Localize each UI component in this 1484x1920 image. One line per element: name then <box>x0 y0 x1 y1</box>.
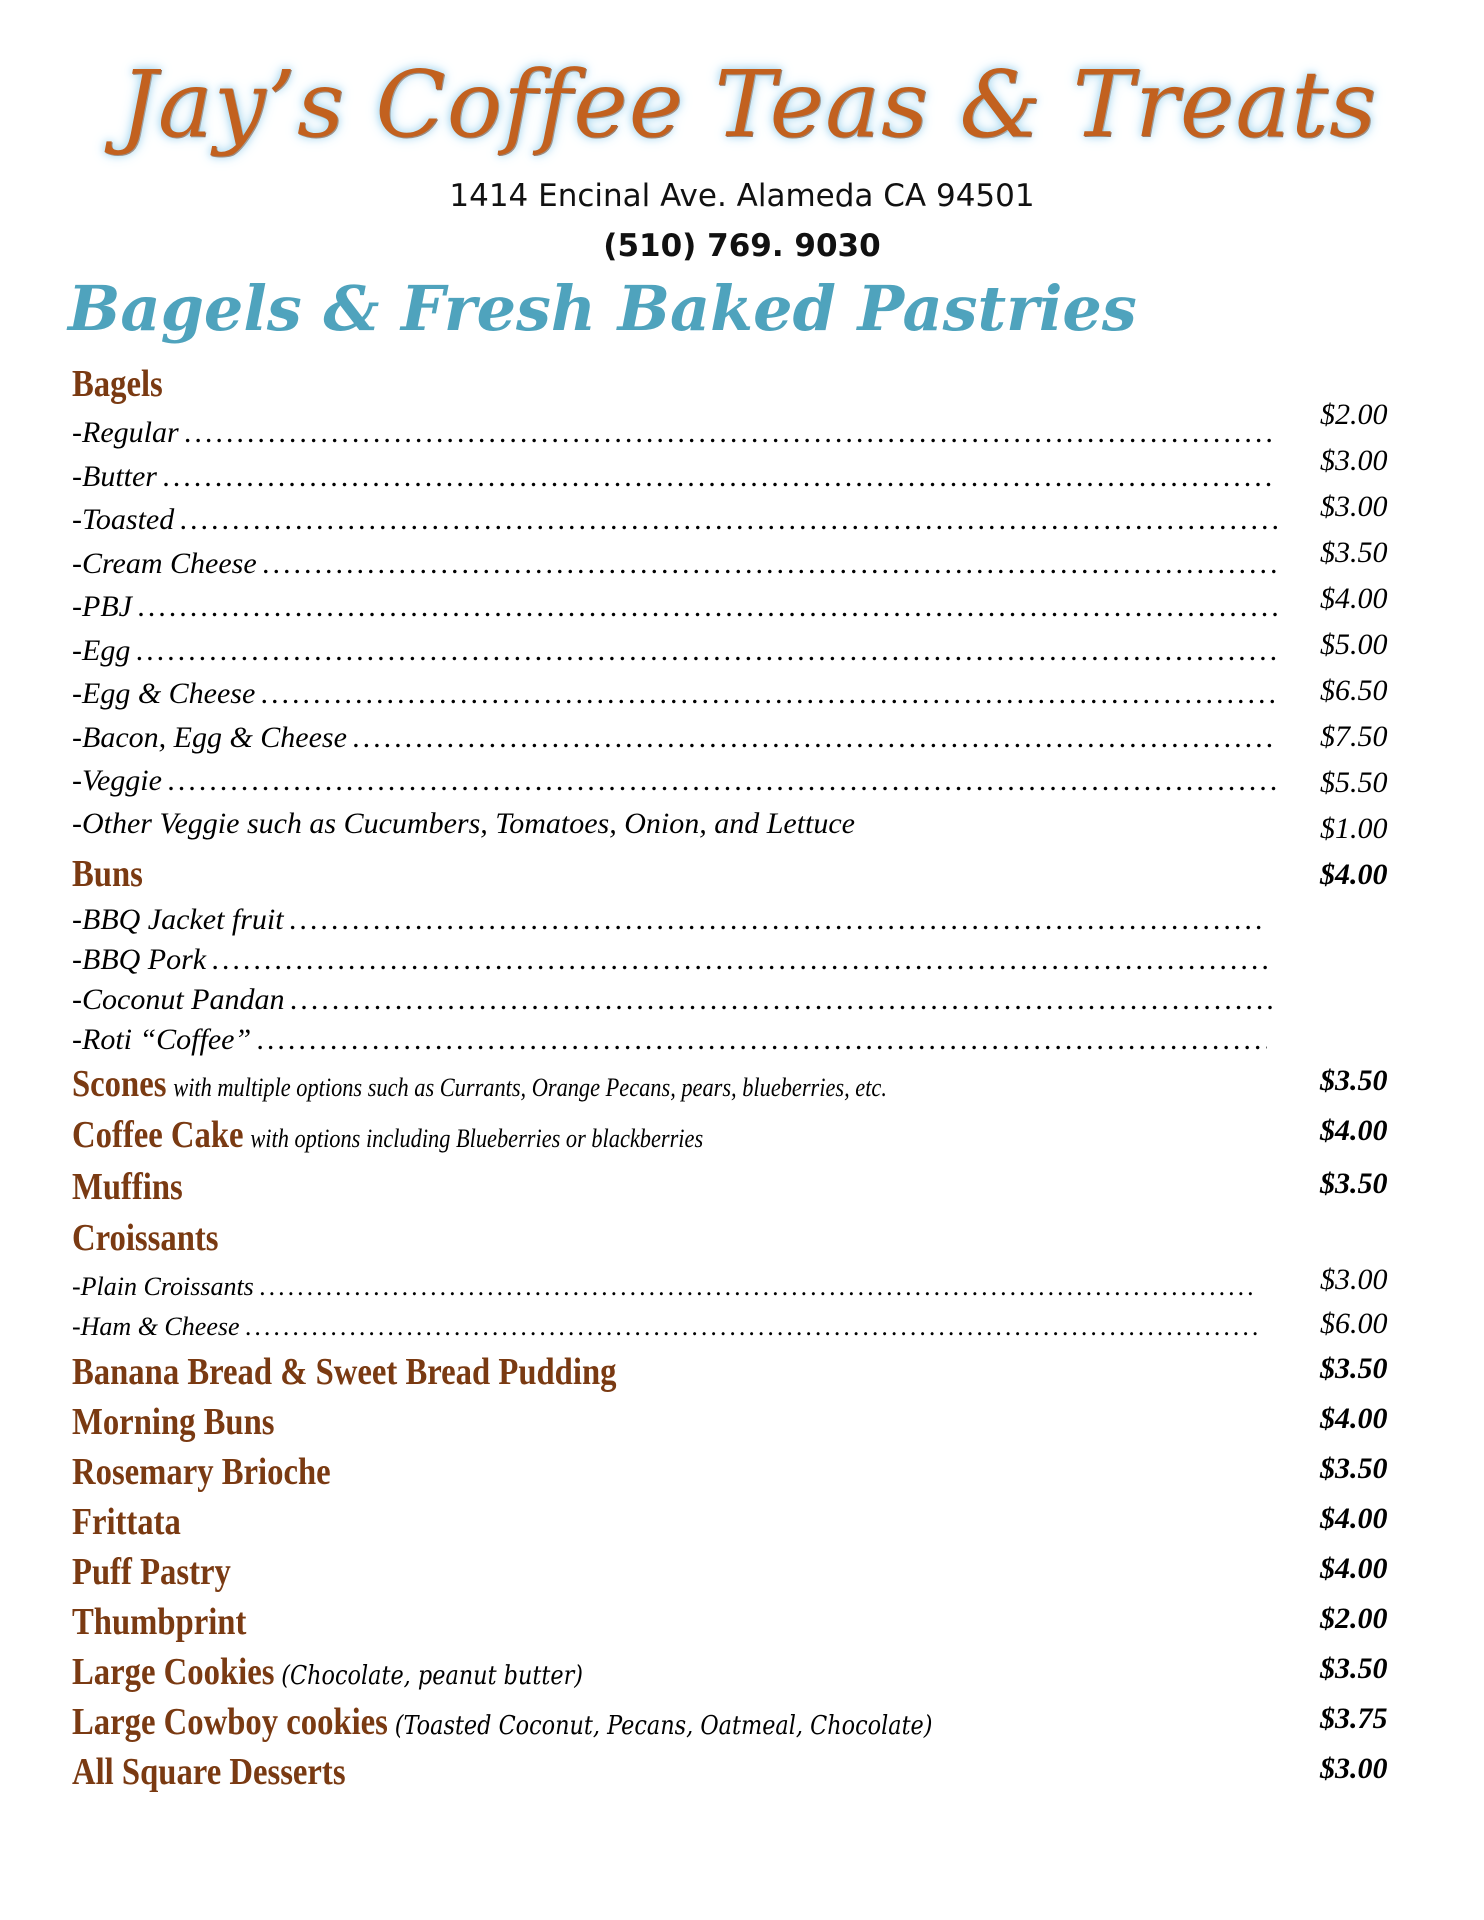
section-title: Bagels & Fresh Baked Pastries <box>68 272 1137 345</box>
dot-leader <box>263 547 1277 581</box>
dot-leader <box>136 634 1277 668</box>
category-name: Thumbprint <box>72 1601 247 1643</box>
category-scones <box>72 1062 887 1106</box>
item-name: -Ham & Cheese <box>72 1312 240 1341</box>
item-name: -Bacon, Egg & Cheese <box>72 721 347 754</box>
menu-item <box>72 983 1272 1017</box>
item-price: $3.00 <box>1320 490 1388 523</box>
menu-item <box>72 460 1277 494</box>
menu-item <box>72 416 1277 450</box>
dot-leader <box>163 460 1277 494</box>
menu-item <box>72 634 1277 668</box>
item-price: $3.00 <box>1320 1752 1388 1785</box>
item-price: $2.00 <box>1320 398 1388 431</box>
category-note: (Chocolate, peanut butter) <box>281 1661 584 1691</box>
menu-item <box>72 547 1277 581</box>
category-croissants: Croissants <box>72 1217 219 1259</box>
category-thumbprint <box>72 1600 246 1644</box>
dot-leader <box>261 677 1277 711</box>
item-name: -Toasted <box>72 503 175 536</box>
item-price: $4.00 <box>1320 582 1388 615</box>
menu-item <box>72 1310 1257 1344</box>
item-price: $6.00 <box>1320 1307 1388 1340</box>
item-price: $3.75 <box>1320 1702 1388 1735</box>
menu-item <box>72 590 1277 624</box>
item-price: $4.00 <box>1320 1552 1388 1585</box>
category-name: Frittata <box>72 1501 181 1543</box>
dot-leader <box>260 1270 1257 1304</box>
item-name: -Regular <box>72 416 179 449</box>
category-puff-pastry <box>72 1550 231 1594</box>
category-rosemary-brioche <box>72 1450 331 1494</box>
category-muffins: Muffins <box>72 1166 183 1208</box>
item-price: $6.50 <box>1320 674 1388 707</box>
item-price: $4.00 <box>1320 1502 1388 1535</box>
category-name: Rosemary Brioche <box>72 1451 331 1493</box>
category-name: Large Cowboy cookies <box>72 1701 388 1743</box>
category-banana-bread <box>72 1350 616 1394</box>
category-coffee-cake <box>72 1113 703 1157</box>
item-name: -Egg <box>72 634 131 667</box>
category-name: Banana Bread & Sweet Bread Pudding <box>72 1351 617 1393</box>
item-price: $5.50 <box>1320 766 1388 799</box>
menu-item <box>72 721 1277 755</box>
item-price: $2.00 <box>1320 1602 1388 1635</box>
menu-item <box>72 503 1277 537</box>
category-large-cowboy-cookies <box>72 1700 933 1744</box>
category-large-cookies <box>72 1650 583 1694</box>
item-name: -Coconut Pandan <box>72 983 285 1016</box>
scones-price: $3.50 <box>1320 1064 1388 1097</box>
item-name: -Veggie <box>72 764 162 797</box>
menu-item <box>72 943 1267 977</box>
brand-title: Jay’s Coffee Teas & Treats <box>120 51 1378 158</box>
item-price: $3.00 <box>1320 1263 1388 1296</box>
item-name: -Other Veggie such as Cucumbers, Tomatoes, Onion, and Lettuce <box>72 807 855 840</box>
category-bagels: Bagels <box>72 363 163 405</box>
category-frittata <box>72 1500 181 1544</box>
item-price: $3.00 <box>1320 444 1388 477</box>
item-name: -Plain Croissants <box>72 1272 254 1301</box>
item-price: $3.50 <box>1320 536 1388 569</box>
dot-leader <box>290 983 1272 1017</box>
item-price: $3.50 <box>1320 1652 1388 1685</box>
category-name: All Square Desserts <box>72 1751 346 1793</box>
menu-item <box>72 677 1277 711</box>
item-price: $5.00 <box>1320 628 1388 661</box>
item-price: $3.50 <box>1320 1352 1388 1385</box>
dot-leader <box>290 903 1267 937</box>
menu-item <box>72 1270 1257 1304</box>
menu-item <box>72 1023 1267 1057</box>
category-buns: Buns <box>72 853 143 895</box>
dot-leader <box>185 416 1277 450</box>
dot-leader <box>246 1310 1257 1344</box>
dot-leader <box>180 503 1277 537</box>
category-name: Puff Pastry <box>72 1551 231 1593</box>
item-name: -Butter <box>72 460 157 493</box>
address: 1414 Encinal Ave. Alameda CA 94501 <box>449 178 1035 214</box>
buns-price: $4.00 <box>1320 858 1388 891</box>
dot-leader <box>138 590 1277 624</box>
item-name: -PBJ <box>72 590 132 623</box>
item-name: -Cream Cheese <box>72 547 257 580</box>
category-name: Scones <box>72 1063 167 1105</box>
item-name: -Egg & Cheese <box>72 677 256 710</box>
item-name: -Roti “Coffee” <box>72 1023 252 1056</box>
dot-leader <box>353 721 1277 755</box>
category-note: (Toasted Coconut, Pecans, Oatmeal, Chocolate) <box>394 1711 933 1741</box>
category-name: Large Cookies <box>72 1651 275 1693</box>
menu-item <box>72 903 1267 937</box>
category-morning-buns <box>72 1400 275 1444</box>
item-price: $3.50 <box>1320 1452 1388 1485</box>
phone-number: (510) 769. 9030 <box>603 228 881 264</box>
dot-leader <box>257 1023 1267 1057</box>
menu-item <box>72 807 1277 841</box>
coffee-cake-price: $4.00 <box>1320 1114 1388 1147</box>
dot-leader <box>212 943 1267 977</box>
muffins-price: $3.50 <box>1320 1167 1388 1200</box>
item-price: $4.00 <box>1320 1402 1388 1435</box>
category-name: Coffee Cake <box>72 1114 244 1156</box>
item-name: -BBQ Pork <box>72 943 207 976</box>
dot-leader <box>168 764 1277 798</box>
item-price: $7.50 <box>1320 720 1388 753</box>
item-price: $1.00 <box>1320 812 1388 845</box>
category-all-square-desserts <box>72 1750 346 1794</box>
category-name: Morning Buns <box>72 1401 275 1443</box>
item-name: -BBQ Jacket fruit <box>72 903 284 936</box>
category-note: with multiple options such as Currants, Orange Pecans, pears, blueberries, etc. <box>173 1073 887 1102</box>
category-note: with options including Blueberries or blackberries <box>250 1124 704 1153</box>
menu-item <box>72 764 1277 798</box>
